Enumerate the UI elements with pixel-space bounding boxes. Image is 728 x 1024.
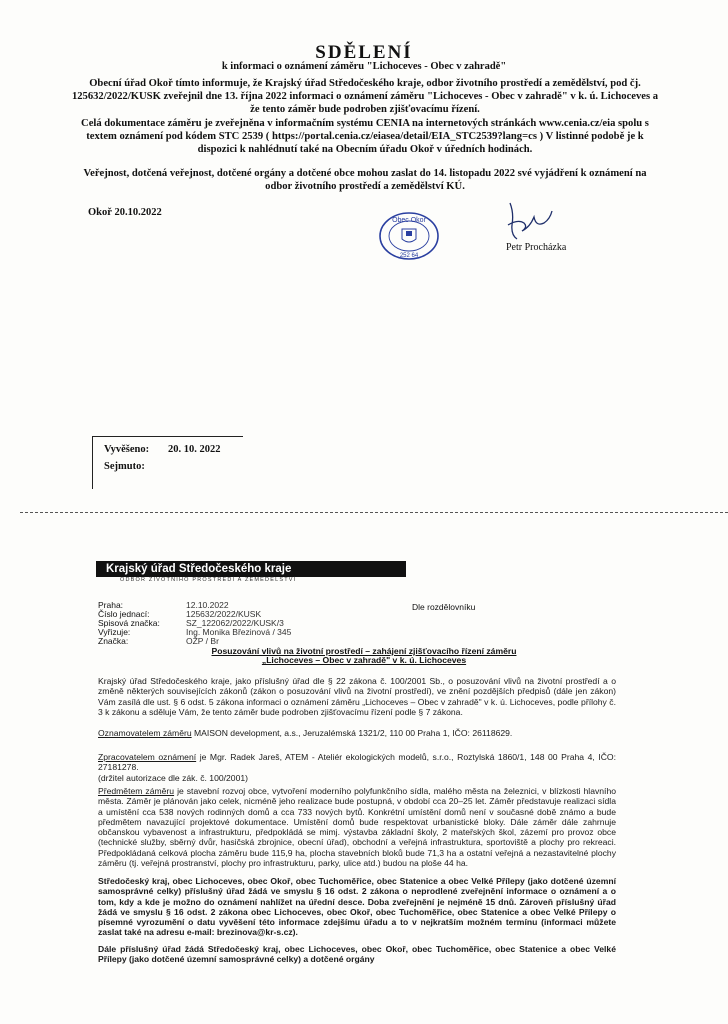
posted-label: Vyvěšeno: — [104, 444, 150, 455]
stamp-bottom-text: 252 64 — [399, 253, 419, 259]
letter-paragraph-further: Dále příslušný úřad žádá Středočeský kraj, obec Lichoceves, obec Okoř, obec Tuchoměřice, obec Statenice a obec Velké Přílepy (jako dotčené územní samosprávné celky) a dotčené orgány — [98, 944, 616, 965]
signer-name: Petr Procházka — [506, 242, 567, 253]
department-name: ODBOR ŽIVOTNÍHO PROSTŘEDÍ A ZEMĚDĚLSTVÍ — [120, 577, 297, 583]
stamp-top-text: Obec Okoř — [392, 217, 426, 224]
recipient: Dle rozdělovníku — [412, 602, 476, 612]
processor-text: je Mgr. Radek Jareš, ATEM - Ateliér ekologických modelů, s.r.o., Roztylská 1860/1, 148 00 Praha 4, IČO: 27181278. — [98, 752, 616, 773]
authority-logo: Krajský úřad Středočeského kraje — [96, 561, 406, 577]
notifier-text: MAISON development, a.s., Jeruzalémská 1321/2, 110 00 Praha 1, IČO: 26118629. — [191, 728, 513, 738]
letter-paragraph-subject — [98, 786, 616, 868]
posted-date: 20. 10. 2022 — [168, 444, 221, 455]
meta-key-mark: Značka: — [98, 636, 129, 646]
letter-paragraph-authorization: (držitel autorizace dle zák. č. 100/2001) — [98, 773, 248, 783]
meta-value-ref: 125632/2022/KUSK — [186, 609, 262, 619]
meta-key-handler: Vyřizuje: — [98, 627, 131, 637]
meta-key-date: Praha: — [98, 600, 124, 610]
meta-key-file: Spisová značka: — [98, 618, 160, 628]
page-divider — [20, 512, 728, 513]
handwritten-signature-icon — [500, 199, 560, 243]
letter-subject-line-1: Posuzování vlivů na životní prostředí – zahájení zjišťovacího řízení záměru — [211, 646, 517, 656]
place-and-date: Okoř 20.10.2022 — [88, 207, 162, 218]
notice-paragraph-3: Veřejnost, dotčená veřejnost, dotčené orgány a dotčené obce mohou zaslat do 14. listopadu 2022 své vyjádření k oznámení na odbor životního prostředí a zemědělství KÚ. — [83, 168, 647, 192]
notifier-label: Oznamovatelem záměru — [98, 728, 192, 738]
notice-paragraph-1: Obecní úřad Okoř tímto informuje, že Krajský úřad Středočeského kraje, odbor životního prostředí a zemědělství, pod čj. 125632/2022/KUSK zveřejnil dne 13. října 2022 informaci o oznámení záměru "Lichoceves - Obec v zahradě" v k. ú. Lichoceves a že tento záměr bude podroben zjišťovacímu řízení. — [71, 78, 659, 115]
notice-title: SDĚLENÍ — [315, 42, 413, 63]
removed-label: Sejmuto: — [104, 461, 145, 472]
subject-text: je stavební rozvoj obce, vytvoření moderního polyfunkčního sídla, malého města na železnici, v blízkosti hlavního města. Záměr je plánován jako celek, nicméně jeho realizace bude postupná, v období cca 20–25 let. Záměr představuje realizaci sídla a umístění cca 538 nových rodinných domů a cca 733 nových bytů. Konkrétní umístění domů není v současné době známo a bude předmětem navazující projektové dokumentace. Umístění domů bude respektovat urbanistické bloky. Dále záměr dále zahrnuje občanskou vybavenost a infrastrukturu, předpokládá se mimj. výstavba základní školy, 2 mateřských škol, zázemí pro provoz obce (technické služby, sběrný dvůr, hasičská zbrojnice, obecní úřad), obchodní a veřejná infrastruktura, sportoviště a plochy pro rekreaci. Předpokládaná celková plocha záměru bude 115,9 ha, plocha stavebních bloků bude 71,3 ha a ostatní veřejná a nezastavitelné plochy záměru (tj. veřejná prostranství, plochy pro infrastrukturu, parky, ulice atd.) budou na ploše 44 ha. — [98, 786, 616, 869]
letter-subject-line-2: „Lichoceves – Obec v zahradě" v k. ú. Lichoceves — [261, 655, 467, 665]
letter-paragraph-1: Krajský úřad Středočeského kraje, jako příslušný úřad dle § 22 zákona č. 100/2001 Sb., o posuzování vlivů na životní prostředí a o změně některých souvisejících zákonů (zákon o posuzování vlivů na životní prostředí), ve znění pozdějších předpisů (dále jen zákon) Vám zasílá dle ust. § 6 odst. 5 zákona informaci o oznámení záměru „Lichoceves – Obec v zahradě" v k. ú. Lichoceves, podle přílohy č. 3 k zákonu a sděluje Vám, že tento záměr bude podroben zjišťovacímu řízení podle § 7 zákona. — [98, 676, 616, 717]
meta-value-file: SZ_122062/2022/KUSK/3 — [186, 618, 284, 628]
letter-paragraph-request: Středočeský kraj, obec Lichoceves, obec Okoř, obec Tuchoměřice, obec Statenice a obec Velké Přílepy (jako dotčené územní samosprávné celky) příslušný úřad žádá ve smyslu § 16 odst. 2 zákona o neprodlené zveřejnění informace o oznámení a o tom, kdy a kde je možno do oznámení nahlížet na úřední desce. Doba zveřejnění je nejméně 15 dnů. Zároveň příslušný úřad žádá ve smyslu § 16 odst. 2 zákona obec Lichoceves, obec Okoř, obec Tuchoměřice, obec Statenice a obec Velké Přílepy o písemné vyrozumění o datu vyvěšení této informace zdejšímu úřadu a to v nejkratším možném termínu (informaci můžete zaslat také na adresu e-mail: brezinova@kr-s.cz). — [98, 876, 616, 938]
meta-key-ref: Číslo jednací: — [98, 609, 150, 619]
processor-label: Zpracovatelem oznámení — [98, 752, 197, 762]
meta-value-mark: OŽP / Br — [186, 636, 219, 646]
notice-paragraph-2: Celá dokumentace záměru je zveřejněna v informačním systému CENIA na internetových stránkách www.cenia.cz/eia spolu s textem oznámení pod kódem STC 2539 ( https://portal.cenia.cz/eiasea/detail/EIA_STC2539?lang=cs ) V listinné podobě je k dispozici k nahlédnutí také na Obecním úřadu Okoř v úředních hodinách. — [81, 118, 649, 155]
official-stamp-icon — [378, 211, 440, 261]
subject-label: Předmětem záměru — [98, 786, 175, 796]
meta-value-date: 12.10.2022 — [186, 600, 229, 610]
letter-paragraph-notifier — [98, 728, 616, 738]
letter-paragraph-processor — [98, 752, 616, 773]
meta-value-handler: Ing. Monika Březinová / 345 — [186, 627, 292, 637]
notice-subtitle: k informaci o oznámení záměru "Lichoceves - Obec v zahradě" — [221, 61, 507, 72]
